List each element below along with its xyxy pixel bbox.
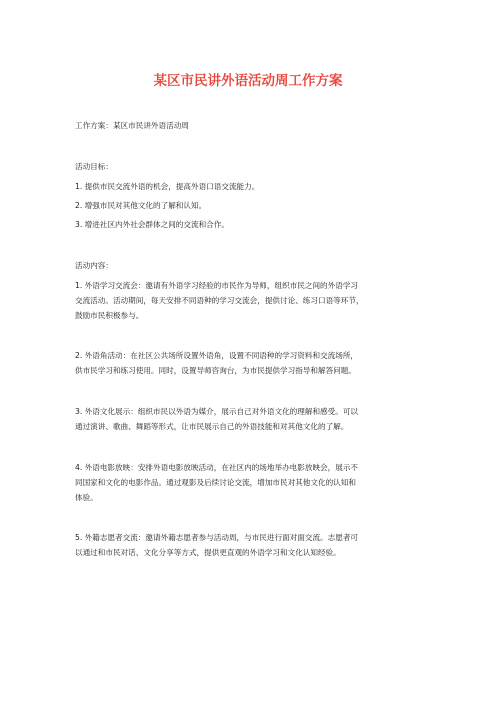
content-item-5-line: 以通过和市民对话、文化分享等方式，提供更直观的外语学习和文化认知经验。 — [75, 548, 341, 557]
content-item-5-line: 5. 外籍志愿者交流：邀请外籍志愿者参与活动周，与市民进行面对面交流。志愿者可 — [75, 533, 359, 542]
document-title: 某区市民讲外语活动周工作方案 — [153, 73, 343, 89]
content-item-1-line: 交流活动。活动期间，每天安排不同语种的学习交流会，提供讨论、练习口语等环节， — [75, 296, 364, 305]
plan-line: 工作方案：某区市民讲外语活动周 — [75, 121, 189, 130]
content-item-3-line: 通过演讲、歌曲、舞蹈等形式，让市民展示自己的外语技能和对其他文化的了解。 — [75, 422, 349, 431]
goal-item: 1. 提供市民交流外语的机会，提高外语口语交流能力。 — [75, 182, 260, 191]
content-item-1-line: 鼓励市民积极参与。 — [75, 311, 144, 320]
content-item-3-line: 3. 外语文化展示：组织市民以外语为媒介，展示自己对外语文化的理解和感受。可以 — [75, 407, 359, 416]
goal-heading: 活动目标： — [75, 162, 113, 171]
content-item-2-line: 供市民学习和练习使用。同时，设置导师咨询台，为市民提供学习指导和解答问题。 — [75, 366, 356, 375]
goal-item: 2. 增强市民对其他文化的了解和认知。 — [75, 201, 207, 210]
content-item-4-line: 体验。 — [75, 493, 98, 502]
content-item-1-line: 1. 外语学习交流会：邀请有外语学习经验的市民作为导师，组织市民之间的外语学习 — [75, 281, 359, 290]
content-item-2-line: 2. 外语角活动：在社区公共场所设置外语角，设置不同语种的学习资料和交流场所， — [75, 351, 359, 360]
content-item-4-line: 4. 外语电影放映：安排外语电影放映活动，在社区内的场地举办电影放映会，展示不 — [75, 463, 359, 472]
content-heading: 活动内容： — [75, 261, 113, 270]
content-item-4-line: 同国家和文化的电影作品。通过观影及后续讨论交流，增加市民对其他文化的认知和 — [75, 478, 356, 487]
goal-item: 3. 增进社区内外社会群体之间的交流和合作。 — [75, 220, 229, 229]
